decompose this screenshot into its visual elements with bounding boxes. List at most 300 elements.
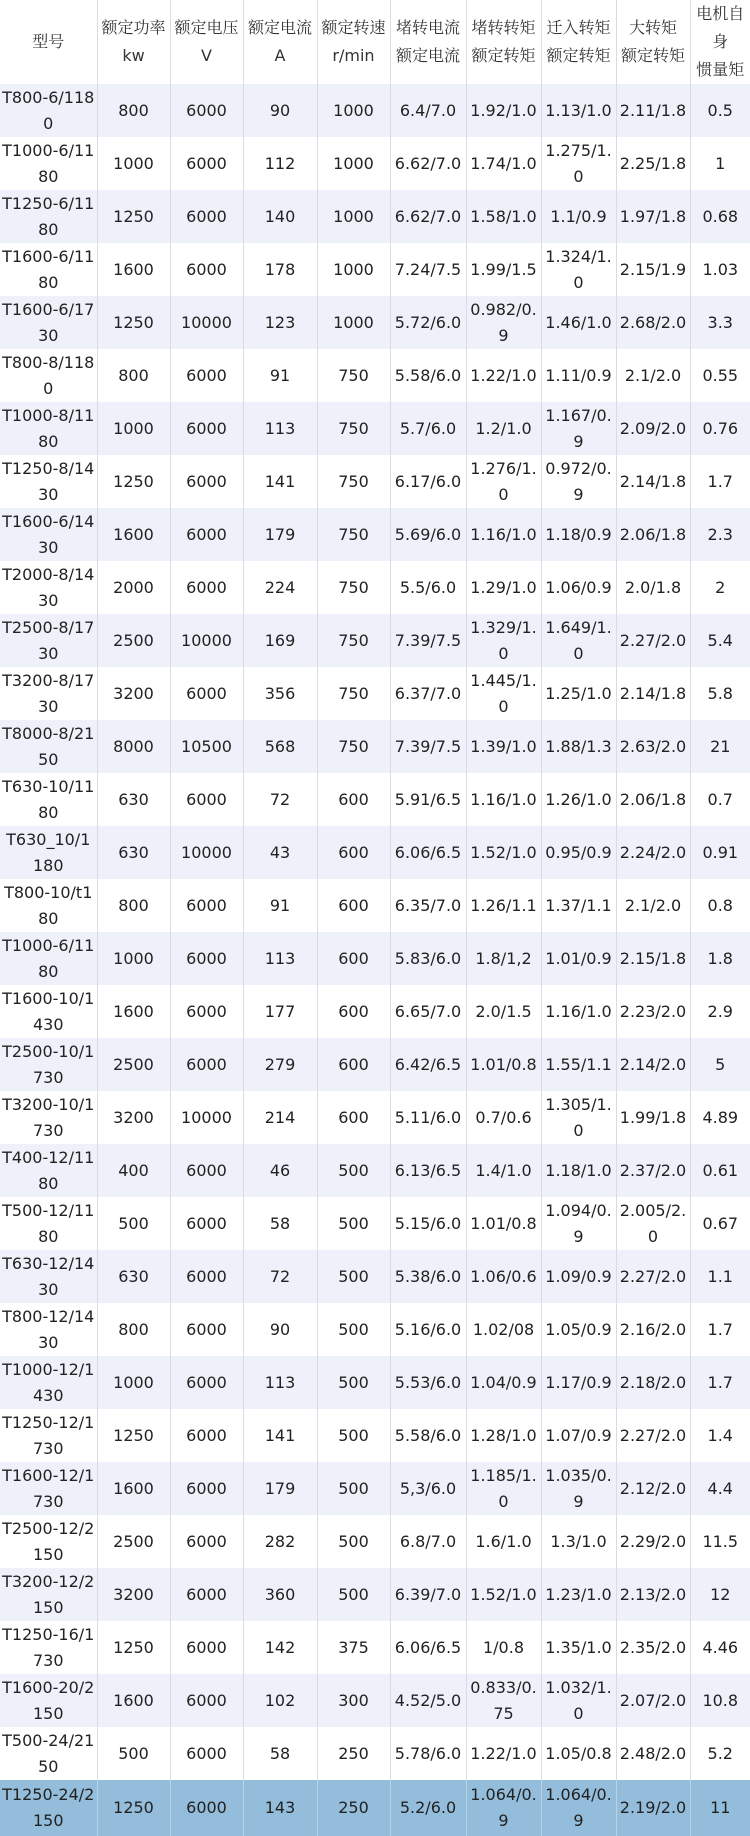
cell-locked-rotor-torque: 1.16/1.0 bbox=[466, 508, 541, 561]
table-row bbox=[0, 1727, 750, 1780]
cell-rated-voltage: 6000 bbox=[170, 402, 243, 455]
cell-rated-power: 1000 bbox=[97, 1356, 170, 1409]
cell-moment-of-inertia: 1.7 bbox=[707, 471, 733, 491]
table-row bbox=[0, 1250, 750, 1303]
table-row bbox=[0, 720, 750, 773]
cell-rated-power: 2500 bbox=[97, 1515, 170, 1568]
cell-max-torque: 2.09/2.0 bbox=[616, 402, 690, 455]
header-rated-voltage: 额定电压 V bbox=[170, 0, 243, 84]
cell-rated-power: 8000 bbox=[97, 720, 170, 773]
header-model: 型号 bbox=[0, 0, 97, 84]
cell-max-torque: 2.25/1.8 bbox=[616, 137, 690, 190]
cell-rated-current: 91 bbox=[243, 879, 317, 932]
cell-max-torque: 2.27/2.0 bbox=[616, 1250, 690, 1303]
cell-rated-current: 58 bbox=[243, 1197, 317, 1250]
cell-locked-rotor-torque: 0.982/0.9 bbox=[466, 296, 541, 349]
cell-max-torque: 2.27/2.0 bbox=[616, 1409, 690, 1462]
cell-moment-of-inertia: 0.67 bbox=[702, 1213, 739, 1233]
cell-rated-current: 224 bbox=[243, 561, 317, 614]
cell-rated-voltage: 6000 bbox=[170, 1515, 243, 1568]
cell-rated-speed: 750 bbox=[317, 561, 390, 614]
cell-locked-rotor-torque: 1.22/1.0 bbox=[466, 349, 541, 402]
cell-rated-voltage: 10000 bbox=[170, 296, 243, 349]
cell-rated-power: 1250 bbox=[97, 1409, 170, 1462]
cell-rated-current: 43 bbox=[243, 826, 317, 879]
header-locked-rotor-torque: 堵转转矩 额定转矩 bbox=[466, 0, 541, 84]
header-locked-rotor-current: 堵转电流 额定电流 bbox=[390, 0, 466, 84]
cell-locked-rotor-current: 5.38/6.0 bbox=[390, 1250, 466, 1303]
cell-pull-in-torque: 1.09/0.9 bbox=[541, 1250, 616, 1303]
cell-locked-rotor-current: 6.06/6.5 bbox=[390, 1621, 466, 1674]
cell-model: T800-12/1430 bbox=[0, 1303, 97, 1356]
cell-moment-of-inertia: 4.4 bbox=[707, 1478, 733, 1498]
cell-rated-speed: 1000 bbox=[317, 296, 390, 349]
cell-rated-power: 1000 bbox=[97, 137, 170, 190]
table-row bbox=[0, 773, 750, 826]
cell-moment-of-inertia: 0.68 bbox=[702, 206, 739, 226]
cell-pull-in-torque: 1.17/0.9 bbox=[541, 1356, 616, 1409]
cell-rated-voltage: 6000 bbox=[170, 1250, 243, 1303]
cell-locked-rotor-current: 5.58/6.0 bbox=[390, 1409, 466, 1462]
cell-max-torque: 2.18/2.0 bbox=[616, 1356, 690, 1409]
cell-rated-power: 3200 bbox=[97, 667, 170, 720]
cell-rated-speed: 750 bbox=[317, 508, 390, 561]
cell-rated-voltage: 6000 bbox=[170, 1462, 243, 1515]
table-row bbox=[0, 1515, 750, 1568]
cell-pull-in-torque: 1.275/1.0 bbox=[541, 137, 616, 190]
cell-rated-voltage: 10000 bbox=[170, 1091, 243, 1144]
cell-rated-speed: 1000 bbox=[317, 137, 390, 190]
cell-pull-in-torque: 1.25/1.0 bbox=[541, 667, 616, 720]
cell-locked-rotor-torque: 2.0/1.5 bbox=[466, 985, 541, 1038]
cell-pull-in-torque: 1.23/1.0 bbox=[541, 1568, 616, 1621]
cell-rated-power: 1600 bbox=[97, 508, 170, 561]
cell-rated-power: 3200 bbox=[97, 1568, 170, 1621]
cell-rated-current: 142 bbox=[243, 1621, 317, 1674]
cell-max-torque: 2.29/2.0 bbox=[616, 1515, 690, 1568]
cell-max-torque: 2.37/2.0 bbox=[616, 1144, 690, 1197]
table-row bbox=[0, 932, 750, 985]
cell-rated-speed: 500 bbox=[317, 1356, 390, 1409]
cell-rated-voltage: 6000 bbox=[170, 773, 243, 826]
cell-max-torque: 2.12/2.0 bbox=[616, 1462, 690, 1515]
cell-max-torque: 2.15/1.9 bbox=[616, 243, 690, 296]
cell-locked-rotor-torque: 1/0.8 bbox=[466, 1621, 541, 1674]
cell-rated-speed: 600 bbox=[317, 1038, 390, 1091]
cell-model: T1250-24/2150 bbox=[0, 1780, 97, 1836]
cell-pull-in-torque: 1.11/0.9 bbox=[541, 349, 616, 402]
cell-moment-of-inertia: 5 bbox=[715, 1054, 726, 1074]
cell-locked-rotor-torque: 1.01/0.8 bbox=[466, 1197, 541, 1250]
cell-rated-power: 630 bbox=[97, 773, 170, 826]
cell-model: T1000-12/1430 bbox=[0, 1356, 97, 1409]
cell-model: T800-10/t180 bbox=[0, 879, 97, 932]
cell-rated-voltage: 6000 bbox=[170, 1144, 243, 1197]
cell-rated-voltage: 6000 bbox=[170, 84, 243, 137]
cell-locked-rotor-current: 5.78/6.0 bbox=[390, 1727, 466, 1780]
table-row bbox=[0, 561, 750, 614]
cell-pull-in-torque: 1.88/1.3 bbox=[541, 720, 616, 773]
cell-moment-of-inertia: 11 bbox=[710, 1798, 731, 1817]
cell-rated-speed: 500 bbox=[317, 1515, 390, 1568]
cell-rated-speed: 750 bbox=[317, 349, 390, 402]
cell-max-torque: 1.99/1.8 bbox=[616, 1091, 690, 1144]
cell-rated-current: 102 bbox=[243, 1674, 317, 1727]
cell-rated-current: 91 bbox=[243, 349, 317, 402]
table-row bbox=[0, 84, 750, 137]
cell-max-torque: 2.15/1.8 bbox=[616, 932, 690, 985]
cell-rated-voltage: 6000 bbox=[170, 1727, 243, 1780]
cell-locked-rotor-current: 6.62/7.0 bbox=[390, 190, 466, 243]
cell-model: T800-8/1180 bbox=[0, 349, 97, 402]
cell-locked-rotor-current: 6.06/6.5 bbox=[390, 826, 466, 879]
cell-model: T8000-8/2150 bbox=[0, 720, 97, 773]
cell-pull-in-torque: 1.05/0.9 bbox=[541, 1303, 616, 1356]
cell-moment-of-inertia: 0.76 bbox=[702, 418, 739, 438]
cell-rated-power: 800 bbox=[97, 1303, 170, 1356]
cell-rated-speed: 600 bbox=[317, 932, 390, 985]
cell-rated-current: 58 bbox=[243, 1727, 317, 1780]
cell-pull-in-torque: 1.649/1.0 bbox=[541, 614, 616, 667]
cell-pull-in-torque: 1.305/1.0 bbox=[541, 1091, 616, 1144]
cell-model: T3200-10/1730 bbox=[0, 1091, 97, 1144]
table-row bbox=[0, 1091, 750, 1144]
table-row bbox=[0, 1568, 750, 1621]
cell-pull-in-torque: 0.972/0.9 bbox=[541, 455, 616, 508]
cell-rated-power: 1250 bbox=[97, 1621, 170, 1674]
cell-rated-current: 141 bbox=[243, 1409, 317, 1462]
cell-moment-of-inertia: 1.7 bbox=[707, 1319, 733, 1339]
cell-rated-voltage: 6000 bbox=[170, 561, 243, 614]
table-row bbox=[0, 879, 750, 932]
cell-rated-speed: 750 bbox=[317, 455, 390, 508]
cell-max-torque: 2.07/2.0 bbox=[616, 1674, 690, 1727]
cell-model: T1000-8/1180 bbox=[0, 402, 97, 455]
cell-locked-rotor-torque: 1.99/1.5 bbox=[466, 243, 541, 296]
cell-pull-in-torque: 1.3/1.0 bbox=[541, 1515, 616, 1568]
cell-pull-in-torque: 1.55/1.1 bbox=[541, 1038, 616, 1091]
cell-rated-voltage: 6000 bbox=[170, 455, 243, 508]
cell-moment-of-inertia: 21 bbox=[710, 736, 731, 756]
cell-locked-rotor-torque: 1.28/1.0 bbox=[466, 1409, 541, 1462]
cell-locked-rotor-current: 5.11/6.0 bbox=[390, 1091, 466, 1144]
cell-rated-power: 500 bbox=[97, 1727, 170, 1780]
cell-max-torque: 2.14/1.8 bbox=[616, 455, 690, 508]
cell-locked-rotor-torque: 1.01/0.8 bbox=[466, 1038, 541, 1091]
cell-rated-speed: 600 bbox=[317, 773, 390, 826]
cell-rated-speed: 250 bbox=[317, 1727, 390, 1780]
cell-locked-rotor-torque: 1.16/1.0 bbox=[466, 773, 541, 826]
table-row bbox=[0, 1409, 750, 1462]
cell-rated-current: 178 bbox=[243, 243, 317, 296]
cell-locked-rotor-current: 6.42/6.5 bbox=[390, 1038, 466, 1091]
cell-rated-voltage: 10000 bbox=[170, 826, 243, 879]
cell-rated-power: 1250 bbox=[97, 296, 170, 349]
cell-moment-of-inertia: 2.3 bbox=[707, 524, 733, 544]
table-row bbox=[0, 190, 750, 243]
cell-locked-rotor-torque: 1.329/1.0 bbox=[466, 614, 541, 667]
cell-rated-power: 2500 bbox=[97, 1038, 170, 1091]
cell-moment-of-inertia: 12 bbox=[710, 1584, 731, 1604]
cell-rated-power: 1600 bbox=[97, 243, 170, 296]
cell-locked-rotor-torque: 1.276/1.0 bbox=[466, 455, 541, 508]
cell-locked-rotor-current: 6.62/7.0 bbox=[390, 137, 466, 190]
cell-model: T1600-6/1430 bbox=[0, 508, 97, 561]
cell-moment-of-inertia: 1.03 bbox=[702, 259, 739, 279]
cell-rated-voltage: 6000 bbox=[170, 1197, 243, 1250]
cell-rated-power: 1000 bbox=[97, 402, 170, 455]
cell-rated-power: 1250 bbox=[97, 1780, 170, 1836]
cell-rated-speed: 1000 bbox=[317, 84, 390, 137]
table-row bbox=[0, 349, 750, 402]
cell-model: T2500-10/1730 bbox=[0, 1038, 97, 1091]
cell-moment-of-inertia: 5.4 bbox=[707, 630, 733, 650]
table-row bbox=[0, 1197, 750, 1250]
cell-locked-rotor-current: 6.37/7.0 bbox=[390, 667, 466, 720]
cell-rated-current: 46 bbox=[243, 1144, 317, 1197]
cell-locked-rotor-current: 5.58/6.0 bbox=[390, 349, 466, 402]
cell-rated-power: 630 bbox=[97, 826, 170, 879]
cell-rated-voltage: 6000 bbox=[170, 1780, 243, 1836]
header-pull-in-torque: 迁入转矩 额定转矩 bbox=[541, 0, 616, 84]
cell-rated-voltage: 6000 bbox=[170, 243, 243, 296]
cell-rated-voltage: 6000 bbox=[170, 137, 243, 190]
cell-model: T3200-12/2150 bbox=[0, 1568, 97, 1621]
cell-locked-rotor-current: 6.8/7.0 bbox=[390, 1515, 466, 1568]
cell-moment-of-inertia: 0.55 bbox=[702, 365, 739, 385]
cell-model: T630_10/1180 bbox=[0, 826, 97, 879]
cell-rated-power: 1000 bbox=[97, 932, 170, 985]
cell-rated-current: 141 bbox=[243, 455, 317, 508]
cell-rated-power: 800 bbox=[97, 349, 170, 402]
cell-model: T800-6/1180 bbox=[0, 84, 97, 137]
cell-locked-rotor-current: 6.4/7.0 bbox=[390, 84, 466, 137]
cell-max-torque: 2.14/2.0 bbox=[616, 1038, 690, 1091]
table-header-row bbox=[0, 0, 750, 84]
cell-max-torque: 2.1/2.0 bbox=[616, 879, 690, 932]
cell-max-torque: 2.1/2.0 bbox=[616, 349, 690, 402]
cell-rated-voltage: 6000 bbox=[170, 190, 243, 243]
cell-pull-in-torque: 1.37/1.1 bbox=[541, 879, 616, 932]
cell-locked-rotor-torque: 1.02/08 bbox=[466, 1303, 541, 1356]
cell-locked-rotor-torque: 1.445/1.0 bbox=[466, 667, 541, 720]
cell-pull-in-torque: 1.094/0.9 bbox=[541, 1197, 616, 1250]
cell-rated-speed: 750 bbox=[317, 667, 390, 720]
cell-locked-rotor-current: 5.69/6.0 bbox=[390, 508, 466, 561]
cell-moment-of-inertia: 0.7 bbox=[707, 789, 733, 809]
cell-pull-in-torque: 1.032/1.0 bbox=[541, 1674, 616, 1727]
cell-pull-in-torque: 1.07/0.9 bbox=[541, 1409, 616, 1462]
cell-locked-rotor-current: 6.17/6.0 bbox=[390, 455, 466, 508]
cell-rated-current: 72 bbox=[243, 1250, 317, 1303]
cell-rated-speed: 600 bbox=[317, 985, 390, 1038]
cell-rated-current: 177 bbox=[243, 985, 317, 1038]
cell-rated-current: 282 bbox=[243, 1515, 317, 1568]
cell-model: T1250-6/1180 bbox=[0, 190, 97, 243]
cell-locked-rotor-torque: 1.06/0.6 bbox=[466, 1250, 541, 1303]
cell-model: T1600-12/1730 bbox=[0, 1462, 97, 1515]
cell-pull-in-torque: 1.1/0.9 bbox=[541, 190, 616, 243]
cell-moment-of-inertia: 10.8 bbox=[702, 1690, 739, 1710]
cell-model: T1600-6/1180 bbox=[0, 243, 97, 296]
header-rated-power: 额定功率 kw bbox=[97, 0, 170, 84]
cell-rated-speed: 1000 bbox=[317, 243, 390, 296]
cell-rated-speed: 600 bbox=[317, 879, 390, 932]
cell-moment-of-inertia: 0.61 bbox=[702, 1160, 739, 1180]
cell-pull-in-torque: 1.35/1.0 bbox=[541, 1621, 616, 1674]
cell-locked-rotor-torque: 1.52/1.0 bbox=[466, 1568, 541, 1621]
cell-rated-current: 169 bbox=[243, 614, 317, 667]
cell-locked-rotor-torque: 0.7/0.6 bbox=[466, 1091, 541, 1144]
cell-model: T1000-6/1180 bbox=[0, 932, 97, 985]
cell-rated-power: 630 bbox=[97, 1250, 170, 1303]
cell-rated-voltage: 6000 bbox=[170, 1356, 243, 1409]
cell-model: T2500-8/1730 bbox=[0, 614, 97, 667]
cell-pull-in-torque: 1.06/0.9 bbox=[541, 561, 616, 614]
table-body bbox=[0, 84, 750, 1836]
cell-pull-in-torque: 1.18/0.9 bbox=[541, 508, 616, 561]
cell-rated-speed: 750 bbox=[317, 720, 390, 773]
cell-rated-voltage: 6000 bbox=[170, 1674, 243, 1727]
cell-moment-of-inertia: 0.91 bbox=[702, 842, 739, 862]
cell-max-torque: 2.23/2.0 bbox=[616, 985, 690, 1038]
cell-moment-of-inertia: 0.5 bbox=[707, 100, 733, 120]
cell-rated-power: 2500 bbox=[97, 614, 170, 667]
cell-locked-rotor-torque: 1.74/1.0 bbox=[466, 137, 541, 190]
cell-rated-voltage: 6000 bbox=[170, 1038, 243, 1091]
cell-moment-of-inertia: 1.1 bbox=[707, 1266, 733, 1286]
cell-rated-voltage: 6000 bbox=[170, 1409, 243, 1462]
cell-locked-rotor-current: 6.35/7.0 bbox=[390, 879, 466, 932]
cell-rated-current: 113 bbox=[243, 1356, 317, 1409]
header-rated-speed: 额定转速 r/min bbox=[317, 0, 390, 84]
cell-rated-voltage: 6000 bbox=[170, 1568, 243, 1621]
table-row bbox=[0, 1038, 750, 1091]
cell-rated-speed: 500 bbox=[317, 1197, 390, 1250]
cell-rated-power: 1250 bbox=[97, 190, 170, 243]
cell-max-torque: 2.27/2.0 bbox=[616, 614, 690, 667]
cell-rated-power: 1600 bbox=[97, 985, 170, 1038]
cell-locked-rotor-torque: 1.22/1.0 bbox=[466, 1727, 541, 1780]
cell-max-torque: 2.68/2.0 bbox=[616, 296, 690, 349]
cell-rated-speed: 375 bbox=[317, 1621, 390, 1674]
cell-model: T630-12/1430 bbox=[0, 1250, 97, 1303]
cell-model: T1250-16/1730 bbox=[0, 1621, 97, 1674]
table-row bbox=[0, 667, 750, 720]
cell-rated-voltage: 6000 bbox=[170, 1303, 243, 1356]
cell-rated-speed: 600 bbox=[317, 1091, 390, 1144]
cell-rated-speed: 500 bbox=[317, 1462, 390, 1515]
table-row bbox=[0, 137, 750, 190]
cell-rated-speed: 300 bbox=[317, 1674, 390, 1727]
cell-locked-rotor-current: 5.7/6.0 bbox=[390, 402, 466, 455]
cell-rated-current: 356 bbox=[243, 667, 317, 720]
cell-rated-voltage: 6000 bbox=[170, 879, 243, 932]
cell-moment-of-inertia: 1.7 bbox=[707, 1372, 733, 1392]
cell-moment-of-inertia: 1.8 bbox=[707, 948, 733, 968]
cell-rated-current: 123 bbox=[243, 296, 317, 349]
cell-locked-rotor-torque: 1.04/0.9 bbox=[466, 1356, 541, 1409]
cell-model: T2500-12/2150 bbox=[0, 1515, 97, 1568]
cell-rated-current: 279 bbox=[243, 1038, 317, 1091]
cell-rated-voltage: 6000 bbox=[170, 985, 243, 1038]
cell-rated-speed: 500 bbox=[317, 1568, 390, 1621]
cell-locked-rotor-torque: 1.064/0.9 bbox=[466, 1780, 541, 1836]
cell-max-torque: 2.0/1.8 bbox=[616, 561, 690, 614]
cell-max-torque: 2.24/2.0 bbox=[616, 826, 690, 879]
cell-rated-speed: 500 bbox=[317, 1409, 390, 1462]
cell-locked-rotor-torque: 1.2/1.0 bbox=[466, 402, 541, 455]
cell-moment-of-inertia: 1.4 bbox=[707, 1425, 733, 1445]
cell-pull-in-torque: 1.167/0.9 bbox=[541, 402, 616, 455]
cell-locked-rotor-torque: 1.58/1.0 bbox=[466, 190, 541, 243]
cell-max-torque: 2.11/1.8 bbox=[616, 84, 690, 137]
cell-pull-in-torque: 1.13/1.0 bbox=[541, 84, 616, 137]
cell-rated-current: 568 bbox=[243, 720, 317, 773]
cell-rated-speed: 1000 bbox=[317, 190, 390, 243]
cell-rated-power: 500 bbox=[97, 1197, 170, 1250]
cell-rated-power: 1600 bbox=[97, 1462, 170, 1515]
cell-locked-rotor-current: 5.83/6.0 bbox=[390, 932, 466, 985]
table-row bbox=[0, 243, 750, 296]
cell-rated-power: 3200 bbox=[97, 1091, 170, 1144]
table-row bbox=[0, 1144, 750, 1197]
cell-pull-in-torque: 0.95/0.9 bbox=[541, 826, 616, 879]
cell-pull-in-torque: 1.324/1.0 bbox=[541, 243, 616, 296]
table-row bbox=[0, 402, 750, 455]
cell-rated-current: 179 bbox=[243, 508, 317, 561]
cell-locked-rotor-current: 5.16/6.0 bbox=[390, 1303, 466, 1356]
cell-moment-of-inertia: 11.5 bbox=[702, 1531, 739, 1551]
cell-rated-voltage: 6000 bbox=[170, 667, 243, 720]
cell-rated-power: 2000 bbox=[97, 561, 170, 614]
table-row bbox=[0, 508, 750, 561]
cell-pull-in-torque: 1.05/0.8 bbox=[541, 1727, 616, 1780]
table-row bbox=[0, 826, 750, 879]
cell-rated-voltage: 10000 bbox=[170, 614, 243, 667]
cell-locked-rotor-current: 7.39/7.5 bbox=[390, 614, 466, 667]
cell-moment-of-inertia: 0.8 bbox=[707, 895, 733, 915]
cell-model: T400-12/1180 bbox=[0, 1144, 97, 1197]
cell-model: T1600-20/2150 bbox=[0, 1674, 97, 1727]
cell-max-torque: 2.13/2.0 bbox=[616, 1568, 690, 1621]
cell-moment-of-inertia: 1 bbox=[715, 153, 726, 173]
cell-rated-current: 112 bbox=[243, 137, 317, 190]
cell-locked-rotor-current: 5.5/6.0 bbox=[390, 561, 466, 614]
cell-rated-current: 90 bbox=[243, 84, 317, 137]
cell-rated-voltage: 6000 bbox=[170, 508, 243, 561]
cell-moment-of-inertia: 5.8 bbox=[707, 683, 733, 703]
table-row bbox=[0, 1303, 750, 1356]
table-row bbox=[0, 296, 750, 349]
table-row bbox=[0, 1780, 750, 1836]
cell-locked-rotor-current: 6.13/6.5 bbox=[390, 1144, 466, 1197]
cell-max-torque: 2.48/2.0 bbox=[616, 1727, 690, 1780]
cell-rated-power: 1600 bbox=[97, 1674, 170, 1727]
cell-rated-current: 360 bbox=[243, 1568, 317, 1621]
cell-locked-rotor-torque: 1.52/1.0 bbox=[466, 826, 541, 879]
cell-pull-in-torque: 1.01/0.9 bbox=[541, 932, 616, 985]
cell-locked-rotor-current: 5,3/6.0 bbox=[390, 1462, 466, 1515]
cell-locked-rotor-torque: 1.4/1.0 bbox=[466, 1144, 541, 1197]
cell-rated-voltage: 6000 bbox=[170, 932, 243, 985]
cell-max-torque: 2.19/2.0 bbox=[616, 1780, 690, 1836]
cell-locked-rotor-current: 7.39/7.5 bbox=[390, 720, 466, 773]
cell-max-torque: 2.63/2.0 bbox=[616, 720, 690, 773]
cell-model: T630-10/1180 bbox=[0, 773, 97, 826]
cell-moment-of-inertia: 4.46 bbox=[702, 1637, 739, 1657]
cell-rated-speed: 500 bbox=[317, 1144, 390, 1197]
